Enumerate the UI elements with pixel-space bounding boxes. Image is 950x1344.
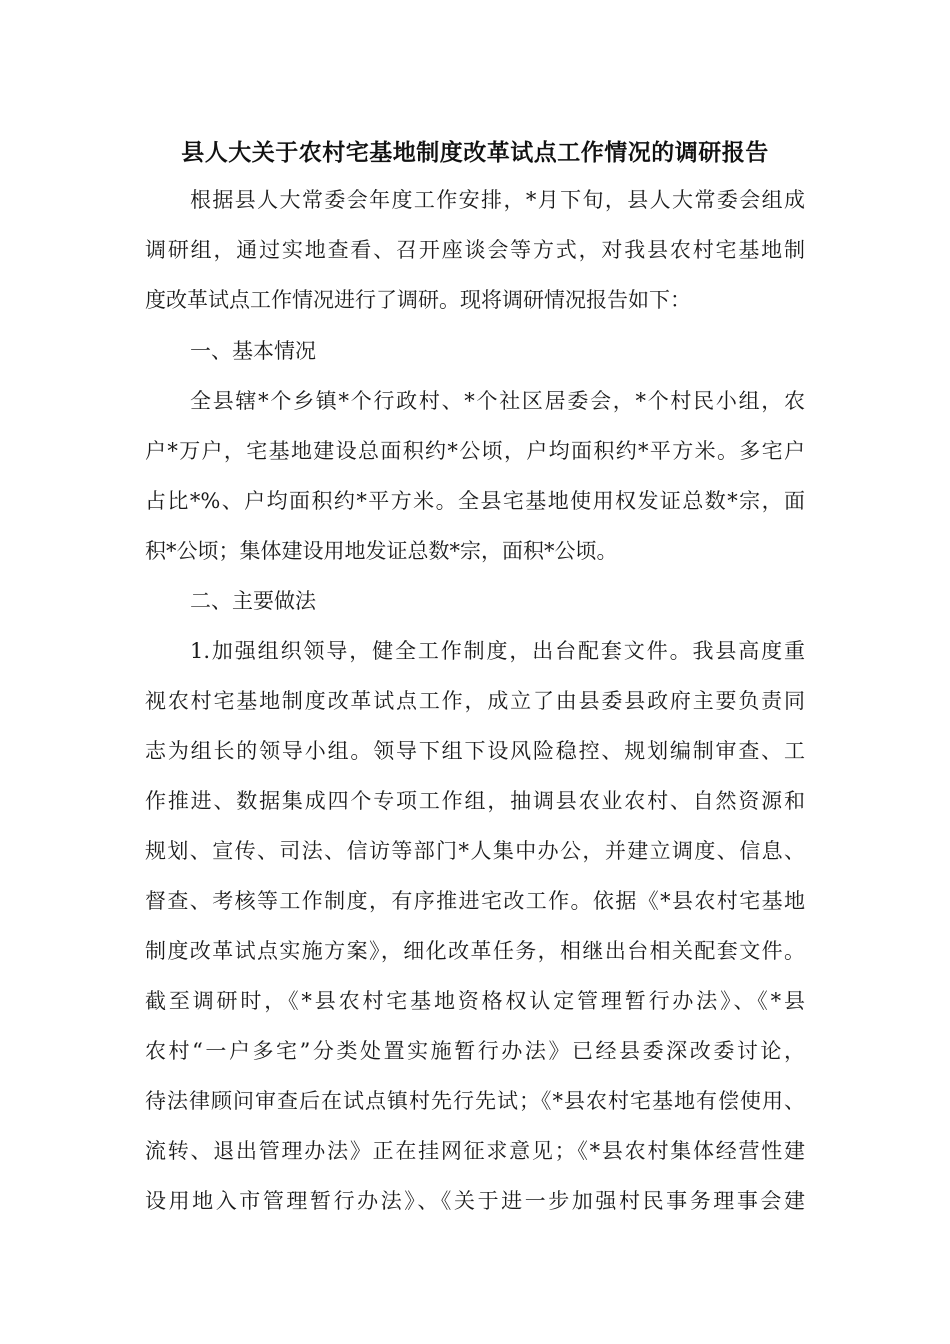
document-title: 县人大关于农村宅基地制度改革试点工作情况的调研报告 — [181, 139, 769, 166]
paragraph-line: 志为组长的领导小组。领导下组下设风险稳控、规划编制审查、工 — [145, 739, 805, 763]
paragraph-line: 作推进、数据集成四个专项工作组，抽调县农业农村、自然资源和 — [145, 789, 805, 813]
paragraph-line: 规划、宣传、司法、信访等部门*人集中办公，并建立调度、信息、 — [145, 839, 805, 863]
paragraph-line: 视农村宅基地制度改革试点工作，成立了由县委县政府主要负责同 — [145, 689, 805, 713]
paragraph-line: 设用地入市管理暂行办法》、《关于进一步加强村民事务理事会建 — [145, 1189, 805, 1213]
section-heading: 二、主要做法 — [190, 589, 316, 613]
paragraph-line: 户*万户，宅基地建设总面积约*公顷，户均面积约*平方米。多宅户 — [145, 439, 805, 463]
paragraph-line: 根据县人大常委会年度工作安排，*月下旬，县人大常委会组成 — [190, 188, 805, 212]
paragraph-line: 截至调研时，《*县农村宅基地资格权认定管理暂行办法》、《*县 — [145, 989, 805, 1013]
paragraph-line: 占比*%、户均面积约*平方米。全县宅基地使用权发证总数*宗，面 — [145, 489, 805, 513]
paragraph-line: 调研组，通过实地查看、召开座谈会等方式，对我县农村宅基地制 — [145, 238, 805, 262]
paragraph-line: 度改革试点工作情况进行了调研。现将调研情况报告如下： — [145, 288, 691, 312]
paragraph-line: 流转、退出管理办法》正在挂网征求意见；《*县农村集体经营性建 — [145, 1139, 805, 1163]
section-heading: 一、基本情况 — [190, 339, 316, 363]
paragraph-line: 待法律顾问审查后在试点镇村先行先试；《*县农村宅基地有偿使用、 — [145, 1089, 805, 1113]
paragraph-line: 制度改革试点实施方案》，细化改革任务，相继出台相关配套文件。 — [145, 939, 805, 963]
paragraph-line: 积*公顷；集体建设用地发证总数*宗，面积*公顷。 — [145, 539, 618, 563]
paragraph-line: 1.加强组织领导，健全工作制度，出台配套文件。我县高度重 — [190, 639, 805, 663]
paragraph-line: 全县辖*个乡镇*个行政村、*个社区居委会，*个村民小组，农 — [190, 389, 805, 413]
paragraph-line: 农村“一户多宅”分类处置实施暂行办法》已经县委深改委讨论， — [145, 1039, 805, 1063]
paragraph-line: 督查、考核等工作制度，有序推进宅改工作。依据《*县农村宅基地 — [145, 889, 805, 913]
